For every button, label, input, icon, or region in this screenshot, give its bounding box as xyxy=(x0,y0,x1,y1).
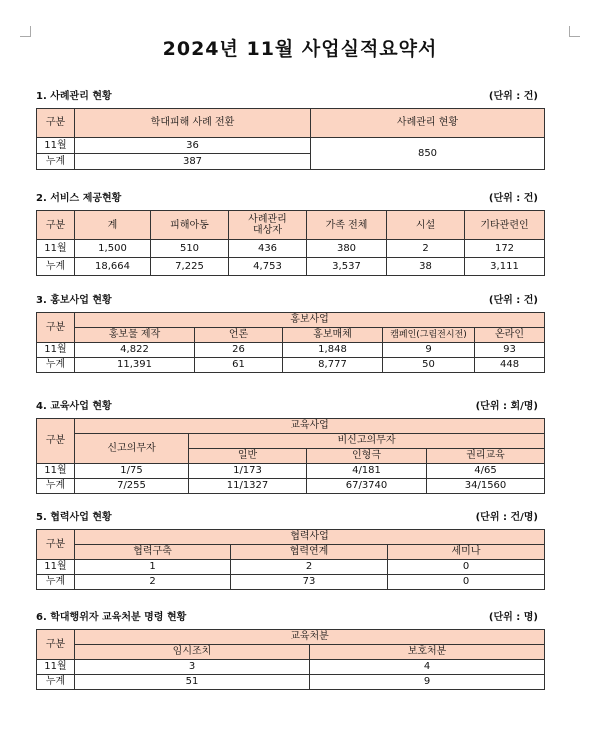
header-cell: 임시조치 xyxy=(75,645,310,660)
header-cell: 온라인 xyxy=(475,328,545,343)
row-label: 11월 xyxy=(37,138,75,154)
table-cell: 387 xyxy=(75,154,311,170)
section-heading: 4. 교육사업 현황 xyxy=(36,401,112,412)
header-cell: 구분 xyxy=(37,630,75,660)
section-education-order xyxy=(36,609,546,690)
row-label: 11월 xyxy=(37,343,75,358)
header-cell: 구분 xyxy=(37,109,75,138)
row-label: 누계 xyxy=(37,675,75,690)
table-cell: 172 xyxy=(465,240,545,258)
table-cell: 4,753 xyxy=(229,258,307,276)
header-cell: 인형극 xyxy=(307,449,427,464)
table-cell: 38 xyxy=(387,258,465,276)
education-table xyxy=(36,418,545,494)
table-cell: 93 xyxy=(475,343,545,358)
promotion-table xyxy=(36,312,545,373)
unit-label: (단위 : 건) xyxy=(488,295,538,306)
section-heading: 5. 협력사업 현황 xyxy=(36,512,112,523)
table-cell: 4 xyxy=(310,660,545,675)
header-cell: 피해아동 xyxy=(151,211,229,240)
header-cell: 학대피해 사례 전환 xyxy=(75,109,311,138)
header-cell: 교육처분 xyxy=(75,630,545,645)
table-cell: 8,777 xyxy=(283,358,383,373)
header-cell: 구분 xyxy=(37,313,75,343)
section-heading: 3. 홍보사업 현황 xyxy=(36,295,112,306)
table-row xyxy=(37,240,545,258)
row-label: 누계 xyxy=(37,479,75,494)
header-cell: 일반 xyxy=(189,449,307,464)
table-cell: 436 xyxy=(229,240,307,258)
table-cell: 1/173 xyxy=(189,464,307,479)
unit-label: (단위 : 회/명) xyxy=(475,401,538,412)
table-cell: 11,391 xyxy=(75,358,195,373)
header-cell: 신고의무자 xyxy=(75,434,189,464)
header-cell: 구분 xyxy=(37,419,75,464)
table-cell: 3,537 xyxy=(307,258,387,276)
table-cell: 18,664 xyxy=(75,258,151,276)
table-cell: 1 xyxy=(75,560,231,575)
table-row xyxy=(37,343,545,358)
header-cell: 계 xyxy=(75,211,151,240)
table-cell: 1/75 xyxy=(75,464,189,479)
header-cell: 협력사업 xyxy=(75,530,545,545)
table-cell: 1,500 xyxy=(75,240,151,258)
header-cell: 보호처분 xyxy=(310,645,545,660)
header-cell: 비신고의무자 xyxy=(189,434,545,449)
header-cell: 구분 xyxy=(37,211,75,240)
table-cell: 0 xyxy=(388,575,545,590)
header-cell: 구분 xyxy=(37,530,75,560)
table-row xyxy=(37,258,545,276)
table-cell: 50 xyxy=(383,358,475,373)
table-row xyxy=(37,464,545,479)
section-cooperation xyxy=(36,509,546,590)
header-cell: 캠페인(그림전시전) xyxy=(383,328,475,343)
table-cell: 36 xyxy=(75,138,311,154)
row-label: 누계 xyxy=(37,575,75,590)
section-heading: 6. 학대행위자 교육처분 명령 현황 xyxy=(36,612,187,623)
table-row xyxy=(37,575,545,590)
header-cell: 권리교육 xyxy=(427,449,545,464)
row-label: 누계 xyxy=(37,258,75,276)
table-cell: 2 xyxy=(75,575,231,590)
document-title: 2024년 11월 사업실적요약서 xyxy=(162,38,438,60)
section-heading: 1. 사례관리 현황 xyxy=(36,91,112,102)
table-cell: 67/3740 xyxy=(307,479,427,494)
header-cell: 협력연계 xyxy=(231,545,388,560)
header-cell: 사례관리 대상자 xyxy=(229,211,307,240)
row-label: 누계 xyxy=(37,358,75,373)
table-cell: 7/255 xyxy=(75,479,189,494)
table-cell: 4/65 xyxy=(427,464,545,479)
section-service-provision xyxy=(36,190,546,276)
table-cell: 4,822 xyxy=(75,343,195,358)
table-row xyxy=(37,358,545,373)
table-row xyxy=(37,560,545,575)
section-case-management xyxy=(36,88,546,170)
header-cell: 홍보물 제작 xyxy=(75,328,195,343)
table-cell: 380 xyxy=(307,240,387,258)
header-cell: 가족 전체 xyxy=(307,211,387,240)
unit-label: (단위 : 건) xyxy=(488,193,538,204)
header-cell: 언론 xyxy=(195,328,283,343)
table-cell: 3,111 xyxy=(465,258,545,276)
table-row xyxy=(37,660,545,675)
row-label: 11월 xyxy=(37,240,75,258)
row-label: 11월 xyxy=(37,464,75,479)
table-cell: 0 xyxy=(388,560,545,575)
unit-label: (단위 : 건) xyxy=(488,91,538,102)
table-cell: 26 xyxy=(195,343,283,358)
row-label: 11월 xyxy=(37,560,75,575)
table-cell: 73 xyxy=(231,575,388,590)
row-label: 11월 xyxy=(37,660,75,675)
table-cell: 448 xyxy=(475,358,545,373)
table-cell: 4/181 xyxy=(307,464,427,479)
table-cell: 3 xyxy=(75,660,310,675)
table-cell: 9 xyxy=(383,343,475,358)
row-label: 누계 xyxy=(37,154,75,170)
table-row xyxy=(37,138,545,154)
table-cell: 7,225 xyxy=(151,258,229,276)
header-cell: 협력구축 xyxy=(75,545,231,560)
table-cell: 51 xyxy=(75,675,310,690)
header-cell: 기타관련인 xyxy=(465,211,545,240)
table-cell: 510 xyxy=(151,240,229,258)
case-management-table xyxy=(36,108,545,170)
table-row xyxy=(37,675,545,690)
cooperation-table xyxy=(36,529,545,590)
table-row xyxy=(37,479,545,494)
service-provision-table xyxy=(36,210,545,276)
table-cell: 2 xyxy=(231,560,388,575)
table-cell: 850 xyxy=(311,138,545,170)
table-cell: 61 xyxy=(195,358,283,373)
table-cell: 34/1560 xyxy=(427,479,545,494)
header-cell: 홍보사업 xyxy=(75,313,545,328)
section-heading: 2. 서비스 제공현황 xyxy=(36,193,122,204)
header-cell: 사례관리 현황 xyxy=(311,109,545,138)
table-cell: 2 xyxy=(387,240,465,258)
section-promotion xyxy=(36,292,546,373)
header-cell: 시설 xyxy=(387,211,465,240)
table-cell: 11/1327 xyxy=(189,479,307,494)
unit-label: (단위 : 건/명) xyxy=(475,512,538,523)
header-cell: 홍보매체 xyxy=(283,328,383,343)
unit-label: (단위 : 명) xyxy=(488,612,538,623)
section-education xyxy=(36,398,546,494)
header-cell: 세미나 xyxy=(388,545,545,560)
education-order-table xyxy=(36,629,545,690)
header-cell: 교육사업 xyxy=(75,419,545,434)
table-cell: 9 xyxy=(310,675,545,690)
table-cell: 1,848 xyxy=(283,343,383,358)
